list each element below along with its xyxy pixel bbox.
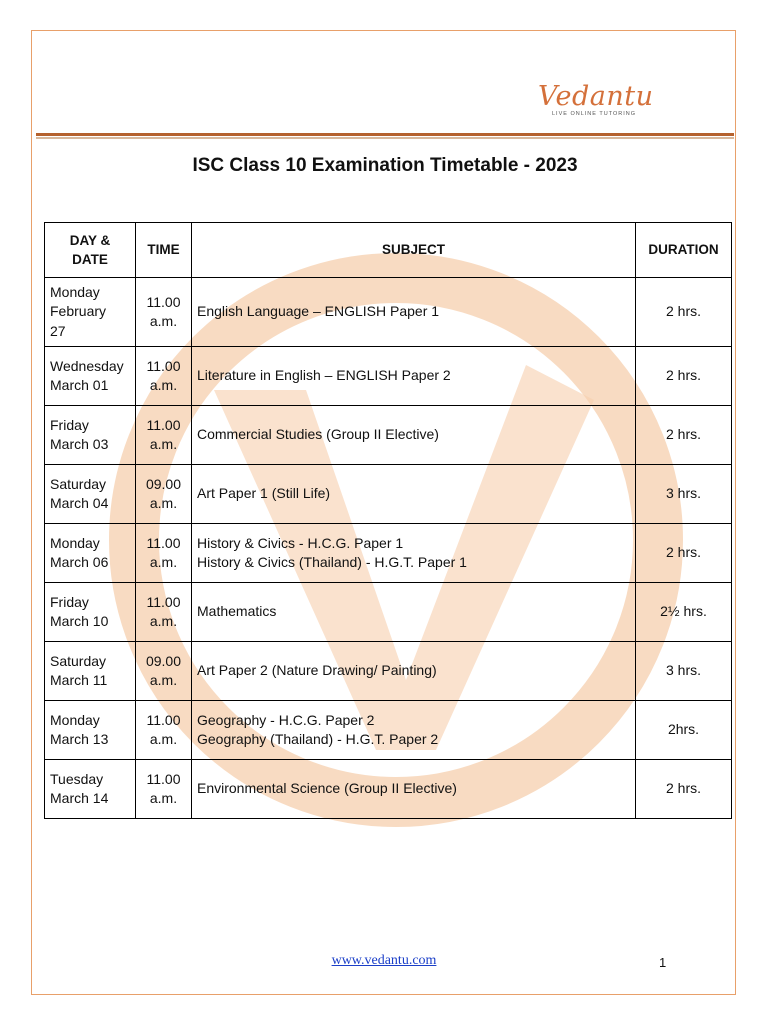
- cell-date: Tuesday March 14: [45, 760, 136, 819]
- cell-time: 11.00 a.m.: [136, 347, 192, 406]
- cell-subject: Literature in English – ENGLISH Paper 2: [192, 347, 636, 406]
- cell-subject: Environmental Science (Group II Elective): [192, 760, 636, 819]
- header-time: TIME: [136, 223, 192, 278]
- cell-date: Friday March 03: [45, 406, 136, 465]
- page-number: 1: [659, 955, 667, 970]
- cell-subject: History & Civics - H.C.G. Paper 1 History & Civics (Thailand) - H.G.T. Paper 1: [192, 524, 636, 583]
- cell-date: Monday March 06: [45, 524, 136, 583]
- cell-date: Saturday March 11: [45, 642, 136, 701]
- cell-time: 11.00 a.m.: [136, 278, 192, 347]
- table-row: [45, 406, 732, 465]
- cell-subject: Geography - H.C.G. Paper 2 Geography (Thailand) - H.G.T. Paper 2: [192, 701, 636, 760]
- website-link[interactable]: www.vedantu.com: [331, 953, 437, 968]
- header-divider: [36, 133, 734, 136]
- logo-wordmark: Vedantu: [538, 81, 654, 112]
- cell-time: 11.00 a.m.: [136, 701, 192, 760]
- cell-time: 11.00 a.m.: [136, 524, 192, 583]
- cell-subject: English Language – ENGLISH Paper 1: [192, 278, 636, 347]
- cell-duration: 2 hrs.: [636, 347, 732, 406]
- cell-duration: 3 hrs.: [636, 465, 732, 524]
- cell-time: 09.00 a.m.: [136, 642, 192, 701]
- cell-date: Saturday March 04: [45, 465, 136, 524]
- logo-tagline: LIVE ONLINE TUTORING: [552, 111, 636, 117]
- header-day-date: DAY & DATE: [45, 223, 136, 278]
- header-duration: DURATION: [636, 223, 732, 278]
- header-subject: SUBJECT: [192, 223, 636, 278]
- cell-time: 11.00 a.m.: [136, 760, 192, 819]
- cell-duration: 2 hrs.: [636, 760, 732, 819]
- cell-subject: Art Paper 1 (Still Life): [192, 465, 636, 524]
- table-row: [45, 347, 732, 406]
- table-row: [45, 278, 732, 347]
- cell-date: Monday March 13: [45, 701, 136, 760]
- cell-subject: Art Paper 2 (Nature Drawing/ Painting): [192, 642, 636, 701]
- table-row: [45, 583, 732, 642]
- cell-time: 11.00 a.m.: [136, 583, 192, 642]
- cell-duration: 2 hrs.: [636, 406, 732, 465]
- cell-duration: 2½ hrs.: [636, 583, 732, 642]
- table-row: [45, 701, 732, 760]
- cell-date: Wednesday March 01: [45, 347, 136, 406]
- table-row: [45, 760, 732, 819]
- table-row: [45, 642, 732, 701]
- cell-duration: 2 hrs.: [636, 278, 732, 347]
- table-row: [45, 465, 732, 524]
- page-title: ISC Class 10 Examination Timetable - 2023: [192, 155, 578, 176]
- cell-time: 09.00 a.m.: [136, 465, 192, 524]
- timetable: [44, 222, 732, 819]
- cell-subject: Mathematics: [192, 583, 636, 642]
- table-row: [45, 524, 732, 583]
- vedantu-logo: [538, 81, 673, 117]
- cell-date: Monday February 27: [45, 278, 136, 347]
- header-divider-shadow: [36, 137, 734, 139]
- cell-date: Friday March 10: [45, 583, 136, 642]
- cell-duration: 2 hrs.: [636, 524, 732, 583]
- table-header-row: [45, 223, 732, 278]
- cell-duration: 3 hrs.: [636, 642, 732, 701]
- cell-duration: 2hrs.: [636, 701, 732, 760]
- cell-time: 11.00 a.m.: [136, 406, 192, 465]
- cell-subject: Commercial Studies (Group II Elective): [192, 406, 636, 465]
